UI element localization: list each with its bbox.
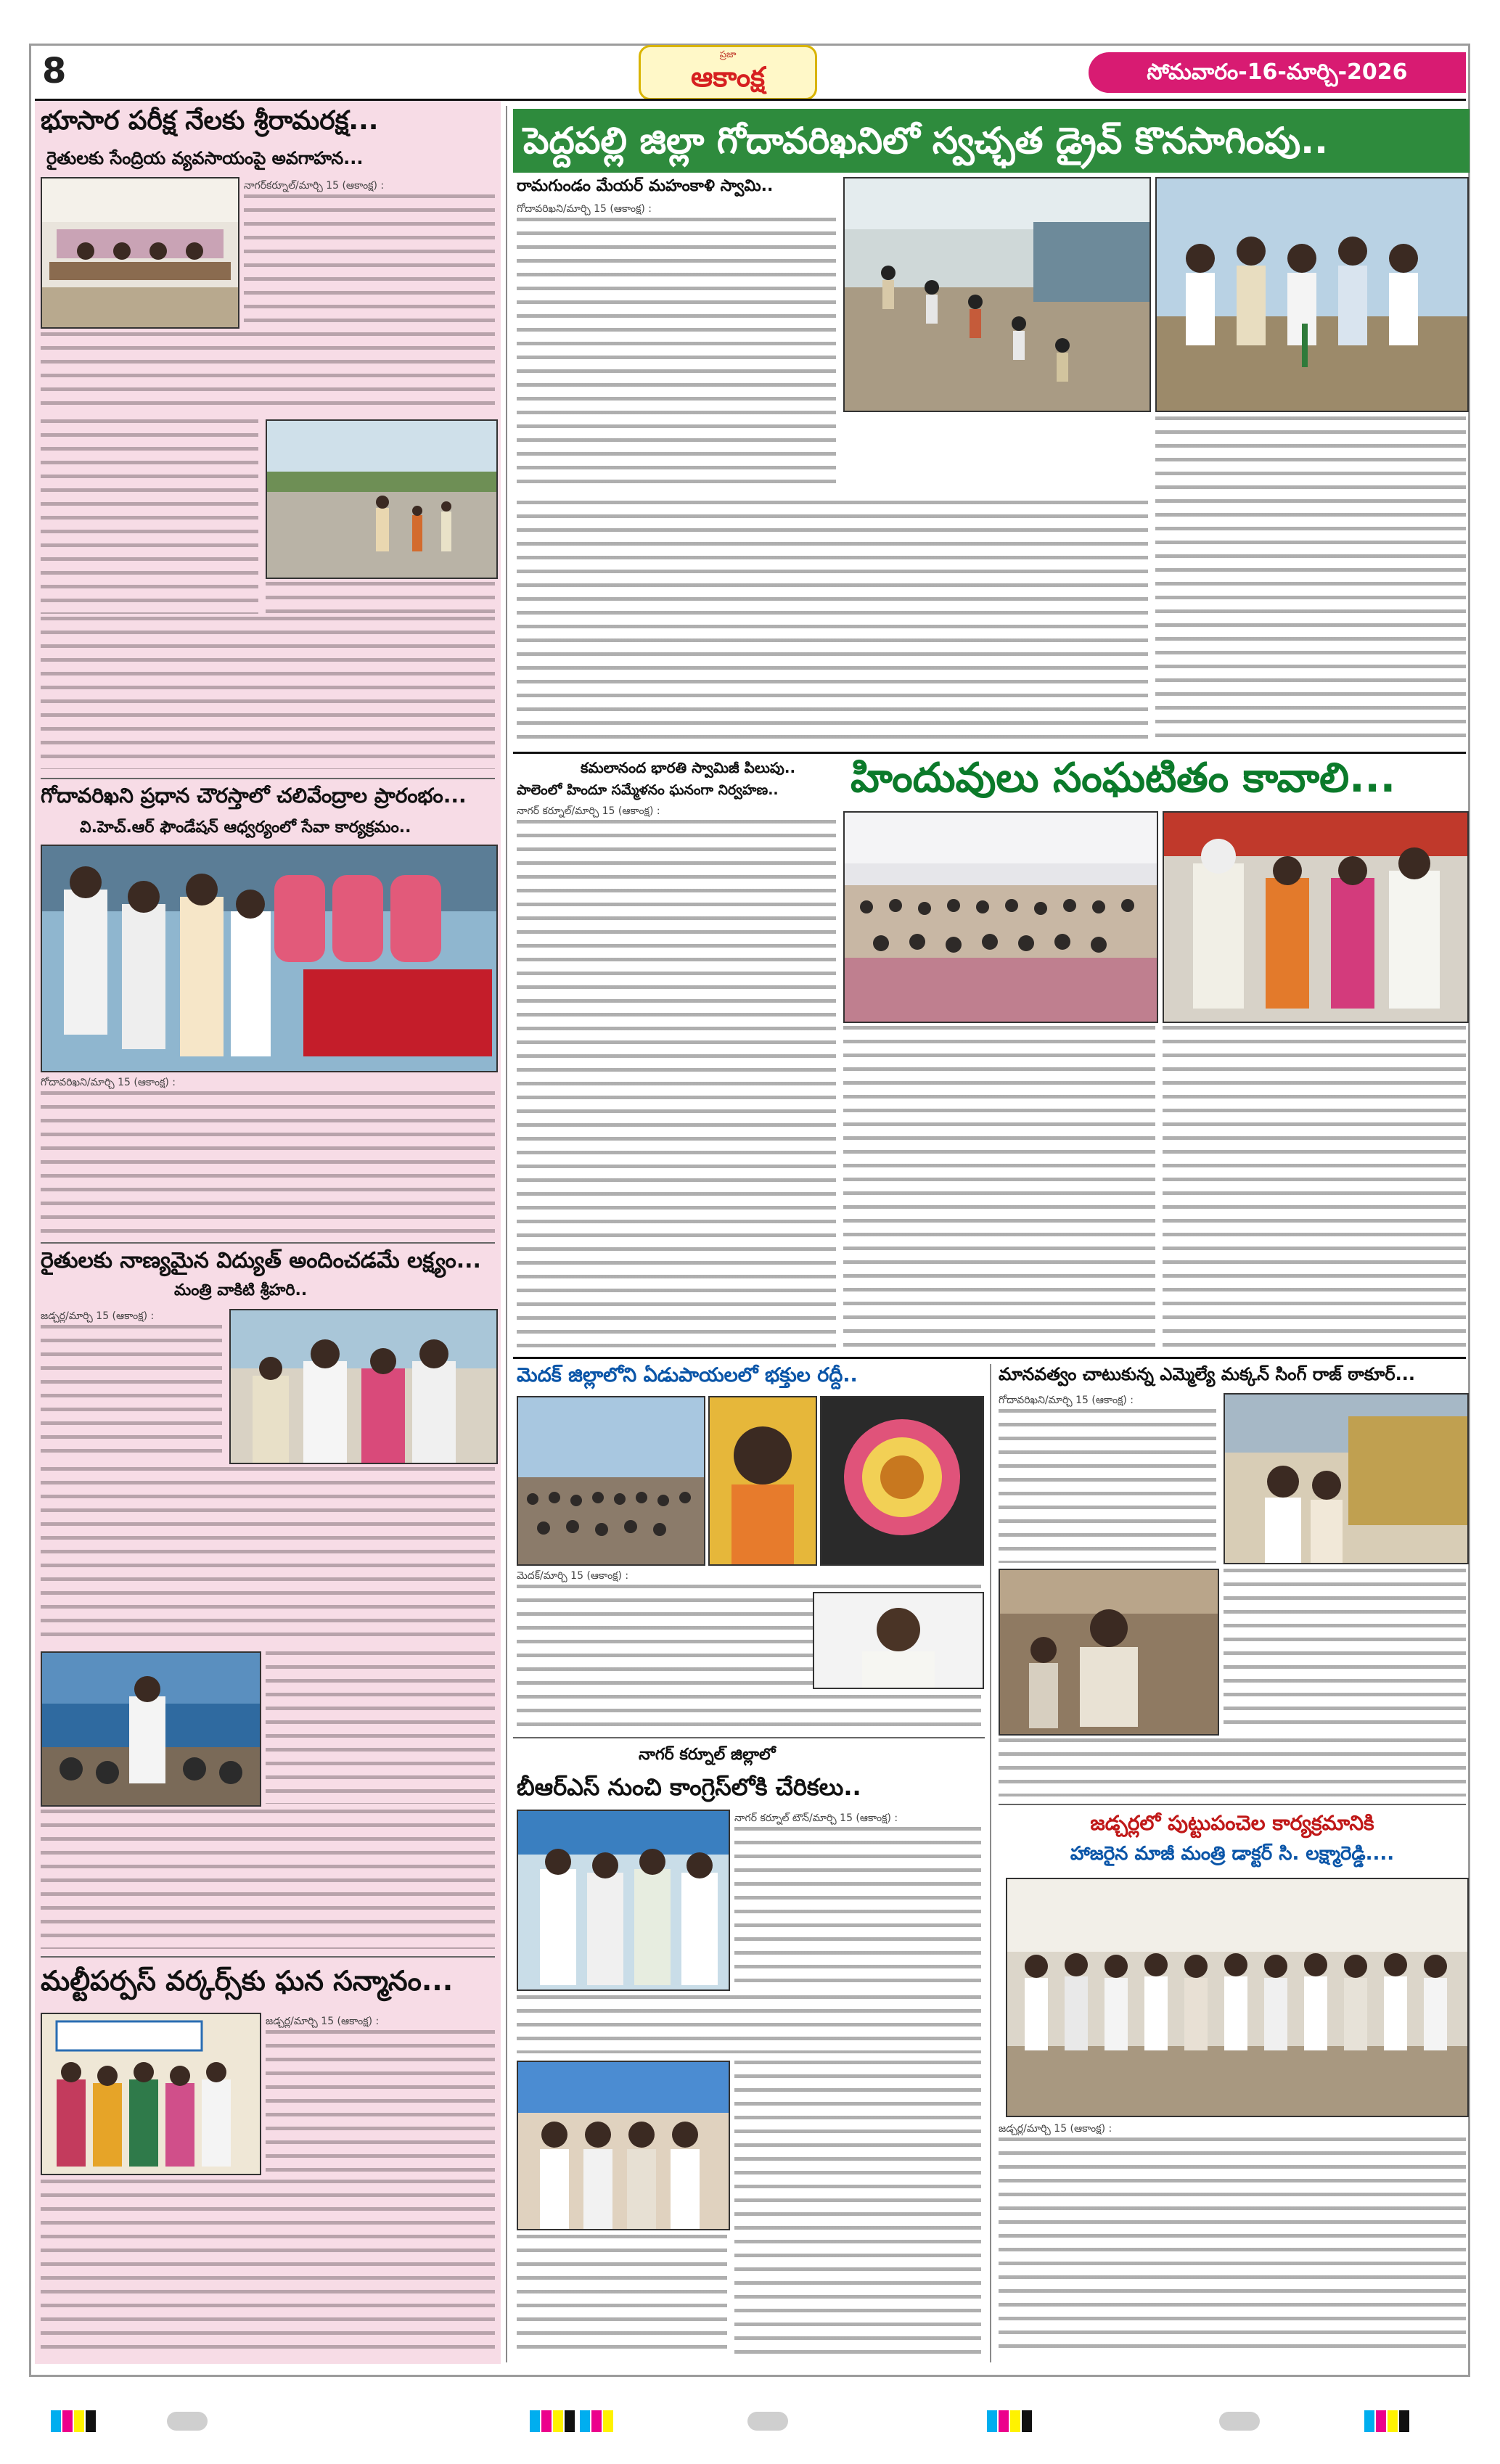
nagar-body-right: [734, 1827, 981, 1988]
hindu-body-col1: [517, 820, 836, 1350]
nagar-headline: బీఆర్ఎస్ నుంచి కాంగ్రెస్‌లోకి చేరికలు..: [517, 1773, 861, 1801]
nagar-kicker: నాగర్ కర్నూల్ జిల్లాలో: [639, 1746, 776, 1764]
logo-text: ఆకాంక్ష: [691, 61, 765, 93]
rule-hindu: [513, 1357, 1466, 1359]
thakur-body-left: [999, 1409, 1216, 1563]
article-3-headline: రైతులకు నాణ్యమైన విద్యుత్ అందించడమే లక్ష్యం...: [41, 1248, 481, 1273]
cmyk-bars-4: [1364, 2410, 1411, 2435]
article-4-photo-felicitation: [41, 2013, 261, 2175]
top-body-bottom: [517, 501, 1148, 744]
thakur-dateline: గోదావరిఖని/మార్చి 15 (ఆకాంక్ష) :: [999, 1395, 1134, 1406]
article-3-dateline: జడ్చర్ల/మార్చి 15 (ఆకాంక్ష) :: [41, 1310, 155, 1322]
article-2-subhead: వి.హెచ్.ఆర్ ఫౌండేషన్ ఆధ్వర్యంలో సేవా కార్యక్రమం..: [80, 818, 411, 837]
rule-a1: [41, 778, 495, 779]
nagar-photo-joining-1: [517, 1810, 730, 1991]
article-3-body-mid: [41, 1467, 495, 1646]
jadcherla-headline-1: జడ్చర్లలో పుట్టుపంచెల కార్యక్రమానికి: [1090, 1811, 1374, 1835]
thakur-body-bottom: [999, 1738, 1466, 1796]
article-2-body: [41, 1091, 495, 1236]
article-1-photo-rally: [266, 419, 498, 579]
article-4-headline: మల్టీపర్పస్ వర్కర్స్‌కు ఘన సన్మానం...: [41, 1965, 454, 1997]
article-3-subhead: మంత్రి వాకిటి శ్రీహరి..: [174, 1281, 308, 1299]
thakur-photo-truck: [1224, 1393, 1469, 1564]
article-3-photo-minister: [229, 1309, 498, 1464]
article-1-body-bottom: [41, 617, 495, 769]
cmyk-bars-1: [51, 2410, 97, 2435]
hindu-subhead: పాలెంలో హిందూ సమ్మేళనం ఘనంగా నిర్వహణ..: [517, 782, 779, 798]
logo-small-text: ప్రజా: [719, 49, 737, 60]
date-banner: సోమవారం-16-మార్చి-2026: [1089, 52, 1466, 93]
rule-a3: [41, 1956, 495, 1958]
top-headline-band: [513, 109, 1470, 173]
article-4-body-right: [266, 2030, 495, 2172]
article-3-body-right: [266, 1651, 495, 1804]
medak-dateline: మెదక్/మార్చి 15 (ఆకాంక్ష) :: [517, 1570, 629, 1582]
article-2-dateline: గోదావరిఖని/మార్చి 15 (ఆకాంక్ష) :: [41, 1077, 176, 1088]
article-4-body-bottom: [41, 2180, 495, 2358]
article-3-body-bottom: [41, 1810, 495, 1949]
rule-a2: [41, 1242, 495, 1244]
top-photo-beach-cleanup: [843, 177, 1151, 412]
thakur-body-right: [1224, 1569, 1466, 1733]
newspaper-logo: [639, 45, 817, 100]
article-3-body-left: [41, 1325, 222, 1463]
rule-thakur: [999, 1804, 1466, 1805]
article-1-headline: భూసార పరీక్ష నేలకు శ్రీరామరక్ష...: [41, 106, 379, 136]
article-4-dateline: జడ్చర్ల/మార్చి 15 (ఆకాంక్ష) :: [266, 2016, 380, 2027]
top-photo-tree-planting: [1155, 177, 1469, 412]
hindu-body-col2: [843, 1026, 1155, 1350]
hindu-body-col3: [1163, 1026, 1466, 1350]
article-1-body-left: [41, 419, 258, 614]
cmyk-bars-3: [987, 2410, 1033, 2435]
rule-top: [513, 752, 1466, 754]
article-1-dateline: నాగర్‌కర్నూల్/మార్చి 15 (ఆకాంక్ష) :: [244, 180, 385, 192]
medak-photo-priest: [708, 1396, 817, 1566]
article-1-body-top: [244, 194, 495, 325]
grey-pill-3: [1219, 2410, 1260, 2431]
article-3-photo-meeting: [41, 1651, 261, 1807]
top-body-right: [1155, 416, 1466, 744]
hindu-photo-stage: [1163, 811, 1469, 1023]
article-1-photo-seminar: [41, 177, 239, 329]
rule-medak: [513, 1737, 985, 1738]
top-body-col1: [517, 218, 836, 493]
medak-photo-deity: [820, 1396, 984, 1566]
nagar-photo-joining-2: [517, 2061, 730, 2230]
top-headline: పెద్దపల్లి జిల్లా గోదావరిఖనిలో స్వచ్ఛత డ్రైవ్ కొనసాగింపు..: [523, 120, 1329, 162]
article-2-headline: గోదావరిఖని ప్రధాన చౌరస్తాలో చలివేంద్రాల ప్రారంభం...: [41, 784, 467, 808]
nagar-body-mid: [517, 1995, 981, 2053]
article-1-body-right: [266, 582, 495, 614]
jadcherla-body: [999, 2137, 1466, 2358]
thakur-headline: మానవత్వం చాటుకున్న ఎమ్మెల్యే మక్కన్ సింగ్ రాజ్ ఠాకూర్...: [999, 1364, 1415, 1384]
hindu-dateline: నాగర్ కర్నూల్/మార్చి 15 (ఆకాంక్ష) :: [517, 805, 660, 817]
nagar-body-right-2: [734, 2061, 981, 2358]
medak-photo-mla: [813, 1592, 984, 1689]
hindu-photo-crowd: [843, 811, 1158, 1023]
hindu-kicker: కమలానంద భారతి స్వామిజీ పిలుపు..: [581, 759, 796, 776]
print-registration-strip: [0, 2407, 1500, 2436]
jadcherla-photo-group: [1006, 1878, 1469, 2117]
page-number: 8: [42, 51, 67, 91]
header-rule: [35, 99, 1466, 101]
article-1-subhead: రైతులకు సేంద్రియ వ్యవసాయంపై అవగాహన...: [46, 148, 364, 168]
thakur-photo-injured: [999, 1569, 1219, 1736]
jadcherla-dateline: జడ్చర్ల/మార్చి 15 (ఆకాంక్ష) :: [999, 2123, 1112, 2135]
top-subhead: రామగుండం మేయర్ మహంకాళి స్వామి..: [517, 177, 774, 195]
jadcherla-headline-2: హాజరైన మాజీ మంత్రి డాక్టర్ సి. లక్ష్మారెడ్డి....: [1070, 1843, 1395, 1865]
article-2-photo-water-kiosk: [41, 845, 498, 1072]
grey-pill-2: [747, 2410, 788, 2431]
nagar-dateline: నాగర్ కర్నూల్ టౌన్/మార్చి 15 (ఆకాంక్ష) :: [734, 1812, 898, 1824]
article-1-body-mid: [41, 332, 495, 414]
column-rule-1: [506, 106, 507, 2362]
cmyk-bars-2: [530, 2410, 615, 2435]
top-dateline: గోదావరిఖని/మార్చి 15 (ఆకాంక్ష) :: [517, 203, 652, 215]
nagar-body-left-bottom: [517, 2235, 727, 2358]
grey-pill-1: [167, 2410, 208, 2431]
hindu-headline: హిందువులు సంఘటితం కావాలి...: [851, 755, 1396, 802]
medak-photo-devotees: [517, 1396, 705, 1566]
column-rule-2: [990, 1364, 991, 2362]
medak-headline: మెదక్ జిల్లాలోని ఏడుపాయలలో భక్తుల రద్దీ..: [517, 1364, 858, 1387]
